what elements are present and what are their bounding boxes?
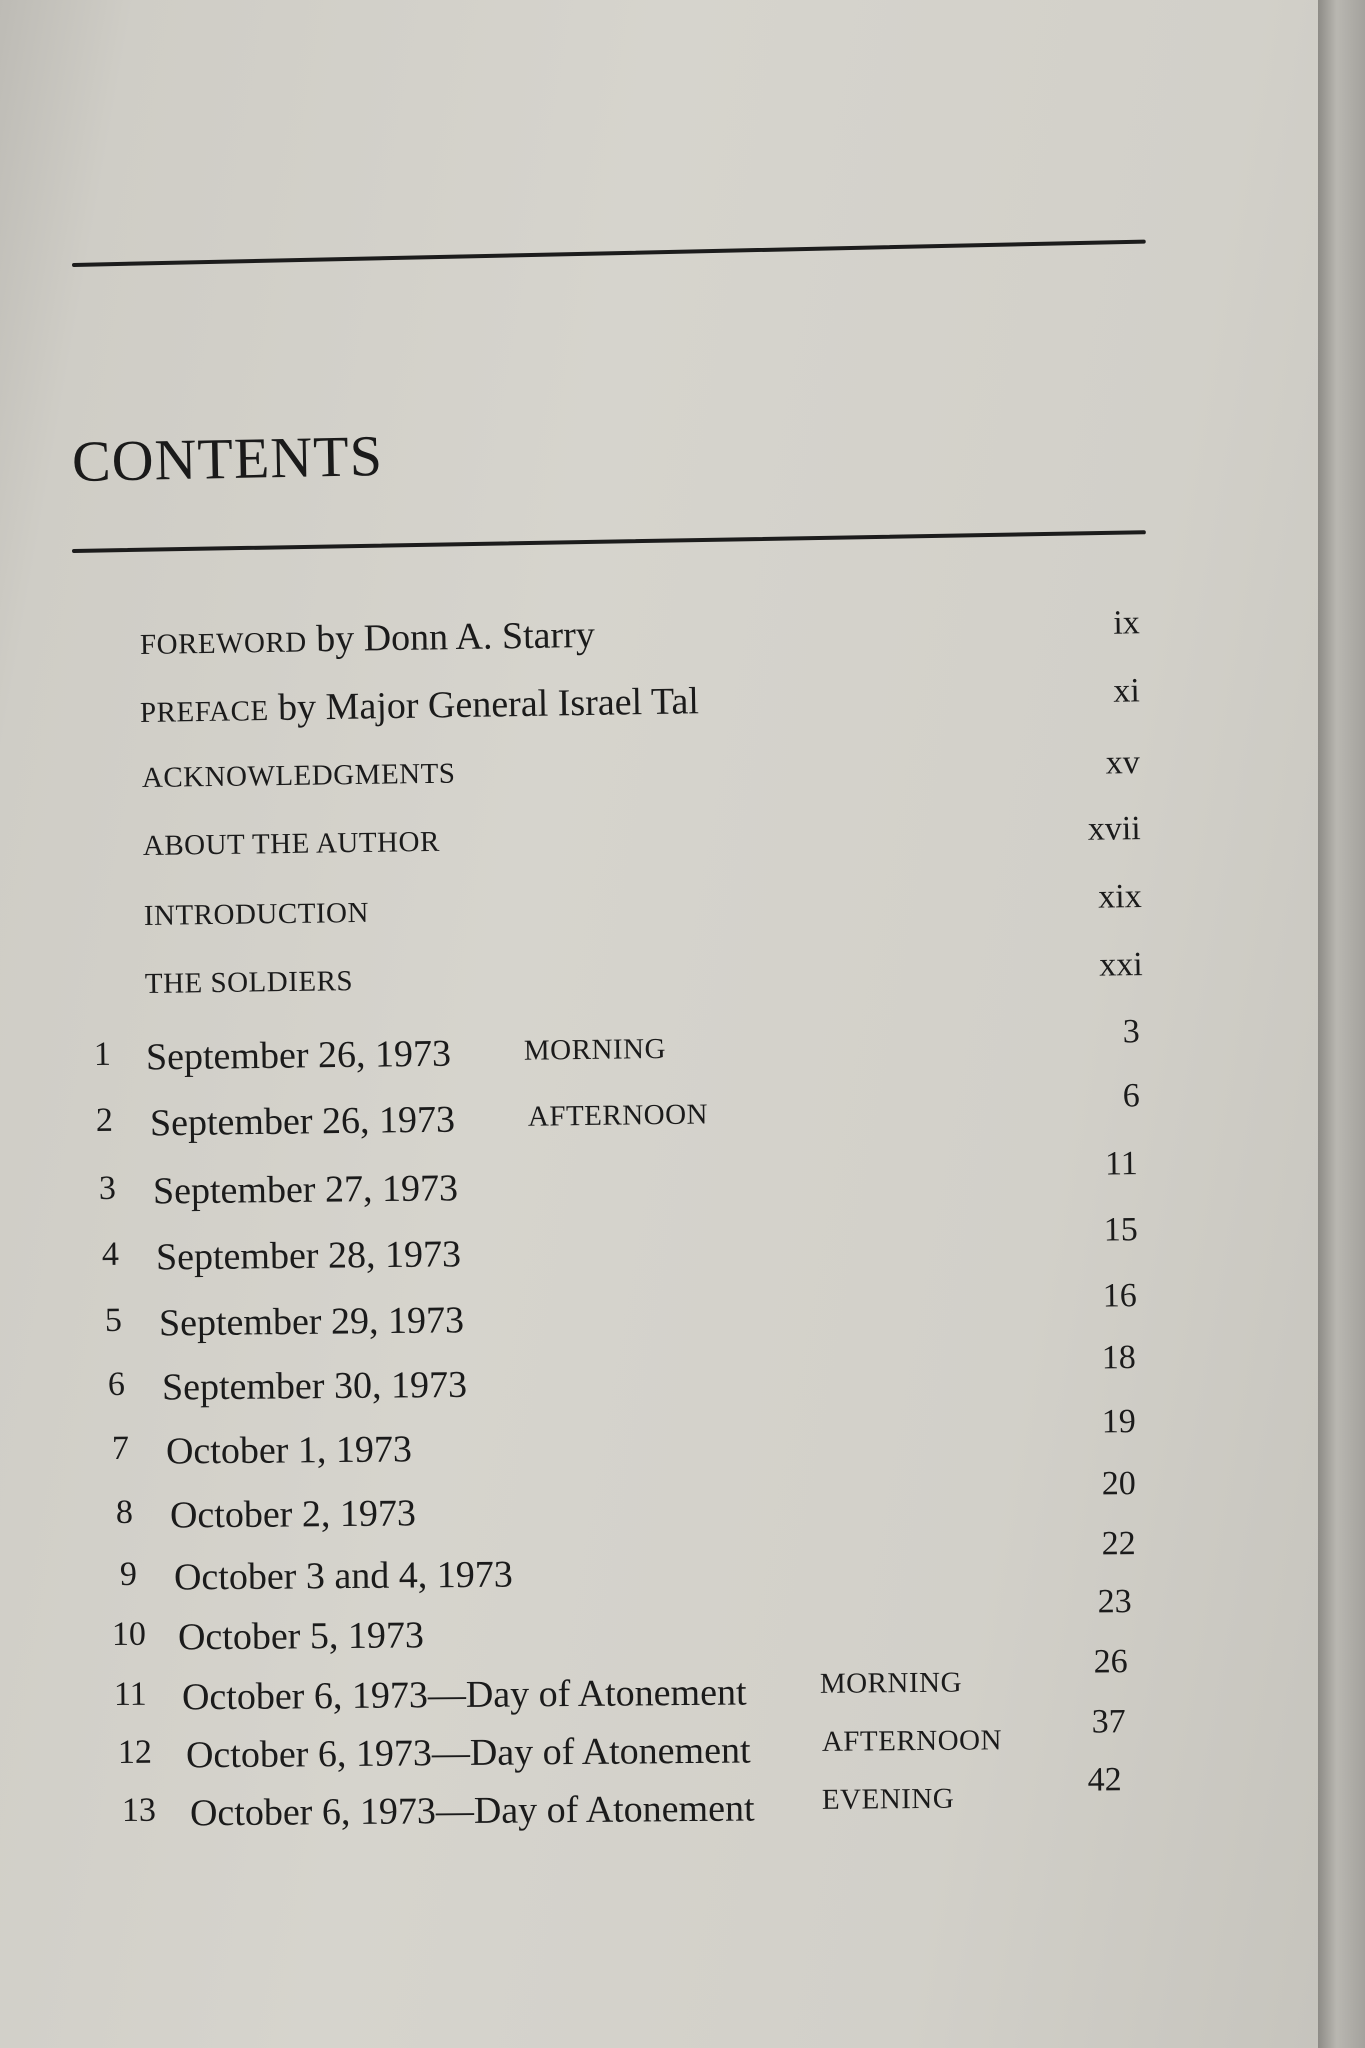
chapter-title: September 27, 1973 (152, 1167, 459, 1213)
chapter-title: September 26, 1973 (145, 1032, 452, 1079)
toc-page-number: 23 (1097, 1583, 1132, 1621)
toc-entry-foreword (140, 604, 1151, 670)
chapter-title: October 6, 1973—Day of Atonement (181, 1671, 747, 1719)
chapter-number: 3 (98, 1169, 117, 1207)
chapter-number: 4 (101, 1235, 120, 1273)
chapter-title: October 5, 1973 (177, 1614, 425, 1659)
toc-page-number: 3 (1122, 1013, 1140, 1051)
chapter-time-of-day: MORNING (523, 1033, 667, 1067)
toc-page-number: 20 (1101, 1465, 1136, 1503)
chapter-time-of-day: AFTERNOON (821, 1724, 1003, 1758)
chapter-time-of-day: AFTERNOON (527, 1098, 709, 1133)
page-title: CONTENTS (71, 423, 384, 494)
toc-page-number: xxi (1098, 946, 1143, 984)
toc-chapter-5 (104, 1277, 1165, 1352)
toc-chapter-4 (101, 1211, 1162, 1286)
toc-entry-acknowledgments (141, 744, 1153, 812)
toc-entry-about-the-author (142, 810, 1154, 880)
chapter-number: 5 (104, 1301, 123, 1339)
toc-page-number: xv (1105, 744, 1141, 782)
toc-page-number: 22 (1101, 1525, 1136, 1563)
toc-page-number: ix (1113, 604, 1141, 642)
toc-page-number: 6 (1122, 1077, 1140, 1115)
toc-page-number: 11 (1104, 1145, 1138, 1183)
toc-page-number: xvii (1087, 810, 1141, 848)
toc-chapter-11 (113, 1643, 1174, 1726)
chapter-number: 11 (113, 1675, 147, 1713)
toc-page-number: 16 (1102, 1277, 1137, 1315)
toc-page-number: 42 (1087, 1761, 1122, 1799)
toc-entry-title: PREFACE by Major General Israel Tal (139, 680, 700, 729)
toc-chapter-1 (93, 1013, 1155, 1086)
toc-page-number: 37 (1091, 1703, 1126, 1741)
toc-entry-title: THE SOLDIERS (144, 965, 354, 1000)
chapter-number: 6 (107, 1365, 126, 1403)
chapter-number: 9 (119, 1555, 138, 1593)
toc-chapter-7 (111, 1403, 1172, 1480)
chapter-title: September 30, 1973 (161, 1363, 468, 1409)
toc-page-number: 19 (1101, 1403, 1136, 1441)
chapter-number: 1 (93, 1035, 112, 1073)
toc-chapter-3 (98, 1145, 1159, 1220)
chapter-number: 13 (121, 1791, 157, 1829)
toc-page-number: 18 (1101, 1339, 1136, 1377)
chapter-title: October 6, 1973—Day of Atonement (185, 1729, 751, 1777)
toc-entry-introduction (143, 878, 1155, 950)
toc-page-number: 15 (1103, 1211, 1138, 1249)
chapter-time-of-day: MORNING (819, 1666, 963, 1700)
page-stack-edge (1318, 0, 1365, 2048)
toc-page-number: xix (1097, 878, 1142, 916)
toc-entry-the-soldiers (144, 946, 1156, 1018)
toc-chapter-6 (107, 1339, 1168, 1416)
toc-entry-title: ACKNOWLEDGMENTS (141, 757, 456, 794)
toc-page-number: 26 (1093, 1643, 1128, 1681)
chapter-number: 8 (115, 1493, 134, 1531)
toc-chapter-9 (119, 1525, 1180, 1606)
chapter-title: September 29, 1973 (158, 1299, 465, 1345)
toc-chapter-12 (117, 1703, 1178, 1784)
chapter-title: October 1, 1973 (165, 1428, 413, 1473)
toc-page-number: xi (1113, 672, 1141, 710)
toc-chapter-8 (115, 1465, 1176, 1544)
chapter-title: October 6, 1973—Day of Atonement (189, 1787, 755, 1835)
chapter-title: September 26, 1973 (149, 1098, 456, 1145)
chapter-number: 10 (111, 1615, 147, 1653)
chapter-title: October 3 and 4, 1973 (173, 1553, 513, 1599)
toc-entry-title: ABOUT THE AUTHOR (142, 825, 441, 862)
toc-chapter-2 (95, 1077, 1157, 1152)
toc-chapter-13 (121, 1761, 1182, 1842)
chapter-title: September 28, 1973 (155, 1233, 462, 1279)
chapter-number: 2 (95, 1101, 114, 1139)
chapter-title: October 2, 1973 (169, 1492, 417, 1537)
toc-entry-preface (140, 672, 1151, 738)
toc-entry-title: INTRODUCTION (143, 896, 370, 932)
chapter-time-of-day: EVENING (821, 1782, 955, 1816)
chapter-number: 7 (111, 1429, 130, 1467)
toc-entry-title: FOREWORD by Donn A. Starry (139, 613, 596, 661)
toc-chapter-10 (111, 1583, 1172, 1666)
chapter-number: 12 (117, 1733, 153, 1771)
